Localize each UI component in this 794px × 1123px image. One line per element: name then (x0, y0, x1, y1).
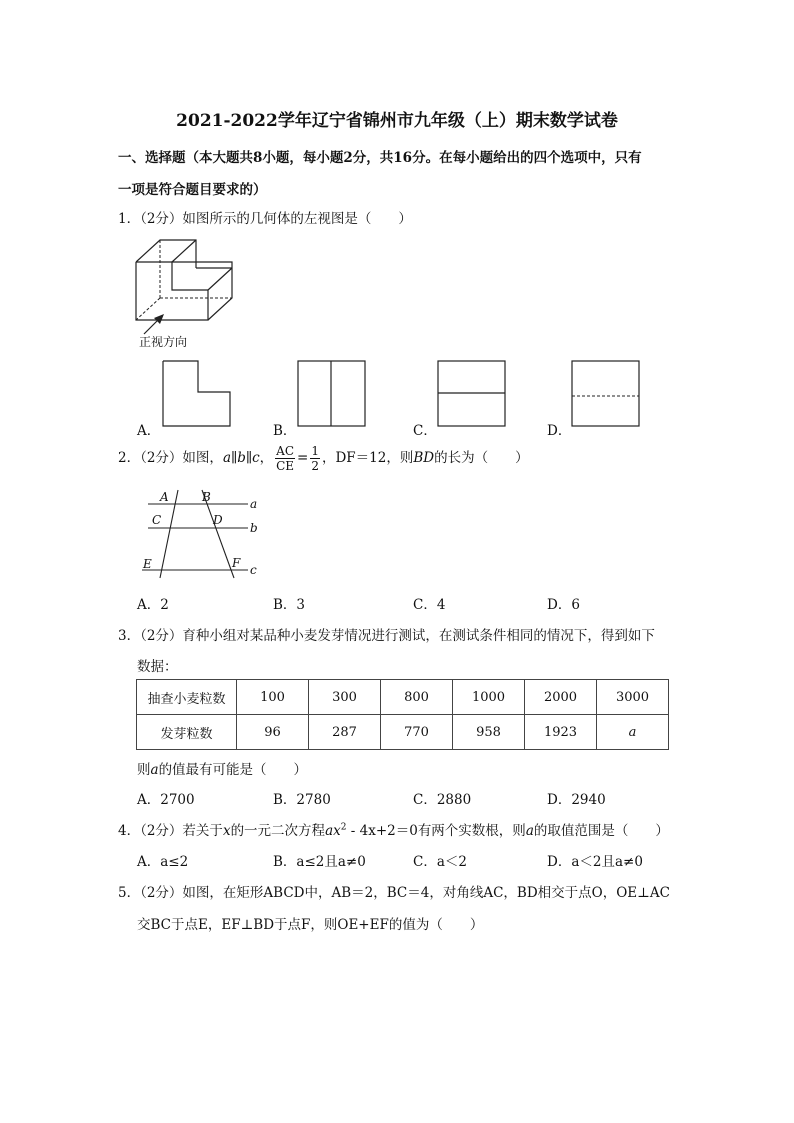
table-cell: 1923 (525, 715, 597, 750)
q1-front-view-label: 正视方向 (139, 335, 188, 349)
table-cell: 发芽粒数 (137, 715, 237, 750)
q2-prefix: 2．（2分）如图， (118, 450, 223, 466)
q4-option-d[interactable]: D．a＜2且a≠0 (547, 854, 643, 870)
q4-eq-rest: - 4x+2＝0 (346, 823, 418, 839)
q2-stem: 2．（2分）如图，a∥b∥c， $\frac{AC}{CE}$ = $\frac{1}{2}$ ，DF＝12，则BD的长为（ ） (118, 444, 529, 473)
q4-stem-post1: 有两个实数根，则 (417, 823, 526, 839)
table-cell: 300 (309, 680, 381, 715)
table-cell: 抽查小麦粒数 (137, 680, 237, 715)
q2-label-A: A (160, 490, 169, 504)
table-cell: 1000 (453, 680, 525, 715)
q4-var-a: a (525, 823, 534, 839)
table-cell: 770 (381, 715, 453, 750)
q1-option-d[interactable]: D． (547, 423, 572, 439)
q1-stem: 1．（2分）如图所示的几何体的左视图是（ ） (118, 211, 412, 227)
q4-option-c[interactable]: C．a＜2 (413, 854, 467, 870)
q2-suffix: 的长为（ ） (434, 450, 529, 466)
q4-option-a[interactable]: A．a≤2 (137, 854, 189, 870)
q1-option-d-figure (569, 358, 643, 430)
q1-option-b-figure (295, 358, 369, 430)
q2-label-b: b (250, 521, 258, 535)
q4-stem-post2: 的取值范围是（ ） (533, 823, 669, 839)
q1-option-a[interactable]: A． (137, 423, 161, 439)
q2-parallel-lines-figure (136, 486, 266, 580)
q2-label-E: E (143, 557, 152, 571)
table-cell: 287 (309, 715, 381, 750)
q3-option-a[interactable]: A．2700 (137, 792, 195, 808)
page-title: 2021-2022学年辽宁省锦州市九年级（上）期末数学试卷 (176, 111, 618, 131)
q3-option-b[interactable]: B．2780 (273, 792, 331, 808)
q4-stem-pre: 4．（2分）若关于 (118, 823, 223, 839)
q4-stem-mid: 的一元二次方程 (230, 823, 326, 839)
table-cell: 958 (453, 715, 525, 750)
q3-question-var: a (150, 762, 159, 778)
table-cell: 2000 (525, 680, 597, 715)
q2-label-C: C (152, 513, 162, 527)
q2-label-c: c (250, 563, 257, 577)
section-heading-line1: 一、选择题（本大题共8小题，每小题2分，共16分。在每小题给出的四个选项中，只有 (118, 150, 642, 166)
q2-label-a: a (250, 497, 258, 511)
q2-option-d[interactable]: D．6 (547, 597, 580, 613)
q3-stem-cont: 数据： (137, 659, 178, 675)
q1-option-b[interactable]: B． (273, 423, 297, 439)
table-cell: a (597, 715, 669, 750)
table-cell: 96 (237, 715, 309, 750)
q2-option-b[interactable]: B．3 (273, 597, 306, 613)
q4-eq-sup: 2 (340, 822, 347, 833)
q2-label-F: F (232, 556, 241, 570)
q2-fraction-left (275, 444, 295, 473)
q3-question-post: 的值最有可能是（ ） (158, 762, 308, 778)
q5-stem-line1: 5．（2分）如图，在矩形ABCD中，AB＝2，BC＝4，对角线AC，BD相交于点O，OE⊥AC (118, 885, 670, 901)
table-cell: 3000 (597, 680, 669, 715)
q3-question-pre: 则 (137, 762, 151, 778)
q3-option-c[interactable]: C．2880 (413, 792, 472, 808)
q2-target: BD (413, 450, 435, 466)
q2-frac-right-num: 1 (311, 444, 319, 458)
q4-var-x: x (222, 823, 231, 839)
table-cell: 100 (237, 680, 309, 715)
q4-eq-a: ax (325, 823, 341, 839)
q2-parallel: a∥b∥c (222, 450, 260, 466)
q1-option-a-figure (160, 358, 234, 430)
q5-stem-line2: 交BC于点E，EF⊥BD于点F，则OE+EF的值为（ ） (137, 917, 484, 933)
table-row (137, 680, 669, 715)
q3-option-d[interactable]: D．2940 (547, 792, 606, 808)
q4-stem (118, 819, 669, 839)
q2-option-c[interactable]: C．4 (413, 597, 446, 613)
section-heading-line2: 一项是符合题目要求的） (118, 182, 267, 198)
q2-frac-left-den: CE (276, 459, 295, 473)
table-row (137, 715, 669, 750)
q3-question (137, 758, 307, 778)
q2-frac-right-den: 2 (311, 459, 319, 473)
q1-option-c-figure (435, 358, 509, 430)
q2-option-a[interactable]: A．2 (137, 597, 169, 613)
q2-fraction-right (310, 444, 320, 473)
q2-label-D: D (213, 513, 223, 527)
q2-condition: ，DF＝12，则 (321, 450, 414, 466)
q1-option-c[interactable]: C． (413, 423, 437, 439)
q2-equals: = (297, 450, 309, 466)
q4-option-b[interactable]: B．a≤2且a≠0 (273, 854, 366, 870)
q3-data-table (136, 679, 669, 750)
q2-label-B: B (202, 490, 211, 504)
table-cell: 800 (381, 680, 453, 715)
q3-stem: 3．（2分）育种小组对某品种小麦发芽情况进行测试，在测试条件相同的情况下，得到如下 (118, 628, 655, 644)
q2-frac-left-num: AC (276, 444, 295, 458)
